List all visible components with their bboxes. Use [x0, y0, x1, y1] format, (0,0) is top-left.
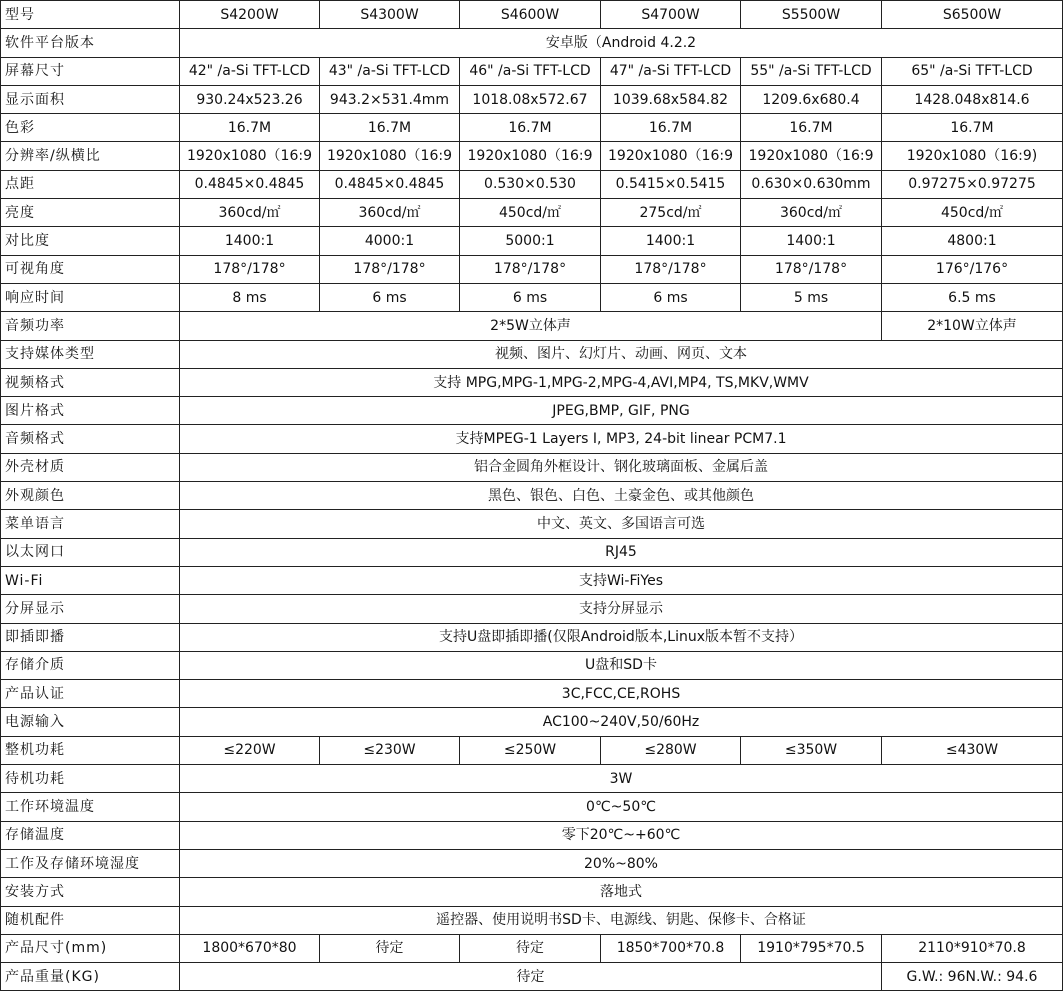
spec-value: 4000:1 — [320, 227, 460, 255]
spec-value: 待定 — [460, 934, 601, 962]
spec-row — [1, 595, 1063, 623]
model-cell: S4300W — [320, 1, 460, 29]
spec-label: 产品认证 — [1, 680, 180, 708]
spec-value: 275cd/㎡ — [601, 199, 741, 227]
spec-value: 5000:1 — [460, 227, 601, 255]
spec-row — [1, 425, 1063, 453]
spec-label: Wi-Fi — [1, 566, 180, 594]
spec-value: 视频、图片、幻灯片、动画、网页、文本 — [180, 340, 1063, 368]
model-cell: S6500W — [882, 1, 1063, 29]
spec-value: 0.5415×0.5415 — [601, 170, 741, 198]
spec-value: 16.7M — [320, 114, 460, 142]
spec-row — [1, 849, 1063, 877]
spec-value: 178°/178° — [180, 255, 320, 283]
spec-label: 存储温度 — [1, 821, 180, 849]
spec-table-body — [1, 1, 1063, 991]
spec-row — [1, 114, 1063, 142]
spec-value: 1018.08x572.67 — [460, 85, 601, 113]
spec-value: 1039.68x584.82 — [601, 85, 741, 113]
spec-value: 1920x1080（16:9 — [460, 142, 601, 170]
spec-value: 16.7M — [882, 114, 1063, 142]
spec-value: ≤230W — [320, 736, 460, 764]
spec-value: 0.530×0.530 — [460, 170, 601, 198]
spec-value: 1400:1 — [601, 227, 741, 255]
spec-label: 以太网口 — [1, 538, 180, 566]
spec-label: 分屏显示 — [1, 595, 180, 623]
spec-label: 分辨率/纵横比 — [1, 142, 180, 170]
spec-value: 450cd/㎡ — [460, 199, 601, 227]
model-cell: S4200W — [180, 1, 320, 29]
spec-value: 2*5W立体声 — [180, 312, 882, 340]
spec-row — [1, 199, 1063, 227]
spec-value: 1920x1080（16:9 — [741, 142, 882, 170]
spec-row — [1, 255, 1063, 283]
spec-value: 6 ms — [601, 283, 741, 311]
spec-label: 亮度 — [1, 199, 180, 227]
spec-value: 6 ms — [320, 283, 460, 311]
spec-row — [1, 680, 1063, 708]
spec-value: 360cd/㎡ — [741, 199, 882, 227]
spec-value: 支持MPEG-1 Layers I, MP3, 24-bit linear PCM7.1 — [180, 425, 1063, 453]
spec-row — [1, 906, 1063, 934]
spec-value: 8 ms — [180, 283, 320, 311]
spec-label: 工作环境温度 — [1, 793, 180, 821]
spec-row — [1, 482, 1063, 510]
spec-value: 1920x1080（16:9) — [882, 142, 1063, 170]
spec-value: 零下20℃~+60℃ — [180, 821, 1063, 849]
spec-value: 1400:1 — [741, 227, 882, 255]
spec-label: 工作及存储环境湿度 — [1, 849, 180, 877]
spec-value: 遥控器、使用说明书SD卡、电源线、钥匙、保修卡、合格证 — [180, 906, 1063, 934]
spec-row — [1, 170, 1063, 198]
spec-value: ≤250W — [460, 736, 601, 764]
spec-value: 0.97275×0.97275 — [882, 170, 1063, 198]
spec-value: 3W — [180, 765, 1063, 793]
spec-label: 软件平台版本 — [1, 29, 180, 57]
spec-value: 46" /a-Si TFT-LCD — [460, 57, 601, 85]
spec-value: 20%~80% — [180, 849, 1063, 877]
spec-value: 1400:1 — [180, 227, 320, 255]
spec-label: 可视角度 — [1, 255, 180, 283]
spec-value: 55" /a-Si TFT-LCD — [741, 57, 882, 85]
spec-value: 黑色、银色、白色、土豪金色、或其他颜色 — [180, 482, 1063, 510]
spec-label: 安装方式 — [1, 878, 180, 906]
spec-label: 产品重量(KG) — [1, 963, 180, 991]
spec-value: 178°/178° — [320, 255, 460, 283]
spec-value: 6 ms — [460, 283, 601, 311]
spec-label: 音频功率 — [1, 312, 180, 340]
spec-label: 支持媒体类型 — [1, 340, 180, 368]
spec-value: 1920x1080（16:9 — [320, 142, 460, 170]
spec-row — [1, 397, 1063, 425]
spec-label: 视频格式 — [1, 368, 180, 396]
spec-value: 16.7M — [180, 114, 320, 142]
spec-value: 0.630×0.630mm — [741, 170, 882, 198]
spec-value: G.W.: 96N.W.: 94.6 — [882, 963, 1063, 991]
spec-value: ≤280W — [601, 736, 741, 764]
spec-label: 外壳材质 — [1, 453, 180, 481]
spec-value: 178°/178° — [460, 255, 601, 283]
spec-value: 安卓版（Android 4.2.2 — [180, 29, 1063, 57]
spec-value: 360cd/㎡ — [320, 199, 460, 227]
spec-value: 5 ms — [741, 283, 882, 311]
model-cell: S4700W — [601, 1, 741, 29]
spec-value: 4800:1 — [882, 227, 1063, 255]
spec-row — [1, 651, 1063, 679]
spec-value: 2110*910*70.8 — [882, 934, 1063, 962]
spec-value: 3C,FCC,CE,ROHS — [180, 680, 1063, 708]
spec-row — [1, 793, 1063, 821]
spec-value: JPEG,BMP, GIF, PNG — [180, 397, 1063, 425]
spec-row — [1, 878, 1063, 906]
spec-value: 1850*700*70.8 — [601, 934, 741, 962]
spec-value: 65" /a-Si TFT-LCD — [882, 57, 1063, 85]
spec-label: 显示面积 — [1, 85, 180, 113]
spec-value: 1920x1080（16:9 — [601, 142, 741, 170]
spec-label: 屏幕尺寸 — [1, 57, 180, 85]
spec-value: 930.24x523.26 — [180, 85, 320, 113]
model-cell: S4600W — [460, 1, 601, 29]
spec-value: 1920x1080（16:9 — [180, 142, 320, 170]
spec-value: 0.4845×0.4845 — [180, 170, 320, 198]
spec-value: AC100~240V,50/60Hz — [180, 708, 1063, 736]
spec-label: 整机功耗 — [1, 736, 180, 764]
spec-value: 176°/176° — [882, 255, 1063, 283]
spec-value: 0.4845×0.4845 — [320, 170, 460, 198]
spec-value: 支持U盘即插即播(仅限Android版本,Linux版本暂不支持） — [180, 623, 1063, 651]
spec-row — [1, 934, 1063, 962]
spec-label: 即插即播 — [1, 623, 180, 651]
spec-row — [1, 708, 1063, 736]
spec-value: 16.7M — [460, 114, 601, 142]
spec-row — [1, 142, 1063, 170]
spec-value: 16.7M — [741, 114, 882, 142]
spec-value: 支持 MPG,MPG-1,MPG-2,MPG-4,AVI,MP4, TS,MKV,WMV — [180, 368, 1063, 396]
spec-row — [1, 538, 1063, 566]
spec-label: 待机功耗 — [1, 765, 180, 793]
spec-value: ≤350W — [741, 736, 882, 764]
spec-row — [1, 368, 1063, 396]
spec-value: 支持分屏显示 — [180, 595, 1063, 623]
spec-value: 待定 — [180, 963, 882, 991]
spec-value: 铝合金圆角外框设计、钢化玻璃面板、金属后盖 — [180, 453, 1063, 481]
spec-row — [1, 227, 1063, 255]
spec-label: 电源输入 — [1, 708, 180, 736]
spec-label: 对比度 — [1, 227, 180, 255]
spec-value: ≤430W — [882, 736, 1063, 764]
header-label: 型号 — [1, 1, 180, 29]
spec-value: 16.7M — [601, 114, 741, 142]
spec-value: 1800*670*80 — [180, 934, 320, 962]
spec-value: 1209.6x680.4 — [741, 85, 882, 113]
spec-label: 音频格式 — [1, 425, 180, 453]
spec-value: 178°/178° — [741, 255, 882, 283]
spec-row — [1, 566, 1063, 594]
spec-value: 360cd/㎡ — [180, 199, 320, 227]
spec-value: 43" /a-Si TFT-LCD — [320, 57, 460, 85]
spec-label: 图片格式 — [1, 397, 180, 425]
spec-row — [1, 340, 1063, 368]
spec-row — [1, 453, 1063, 481]
spec-label: 菜单语言 — [1, 510, 180, 538]
spec-row — [1, 29, 1063, 57]
spec-label: 点距 — [1, 170, 180, 198]
spec-value: 0℃~50℃ — [180, 793, 1063, 821]
spec-value: 450cd/㎡ — [882, 199, 1063, 227]
spec-label: 色彩 — [1, 114, 180, 142]
spec-value: 178°/178° — [601, 255, 741, 283]
spec-value: 943.2×531.4mm — [320, 85, 460, 113]
spec-row — [1, 510, 1063, 538]
spec-row — [1, 85, 1063, 113]
spec-value: 落地式 — [180, 878, 1063, 906]
spec-value: 42" /a-Si TFT-LCD — [180, 57, 320, 85]
spec-label: 随机配件 — [1, 906, 180, 934]
spec-row — [1, 312, 1063, 340]
spec-label: 产品尺寸(mm) — [1, 934, 180, 962]
spec-label: 外观颜色 — [1, 482, 180, 510]
spec-row — [1, 765, 1063, 793]
spec-value: 中文、英文、多国语言可选 — [180, 510, 1063, 538]
spec-value: 6.5 ms — [882, 283, 1063, 311]
spec-value: U盘和SD卡 — [180, 651, 1063, 679]
spec-label: 存储介质 — [1, 651, 180, 679]
spec-row — [1, 57, 1063, 85]
spec-label: 响应时间 — [1, 283, 180, 311]
spec-value: 47" /a-Si TFT-LCD — [601, 57, 741, 85]
spec-row — [1, 821, 1063, 849]
spec-row — [1, 963, 1063, 991]
spec-row — [1, 623, 1063, 651]
spec-row — [1, 283, 1063, 311]
spec-row — [1, 736, 1063, 764]
spec-value: 支持Wi-FiYes — [180, 566, 1063, 594]
spec-value: 2*10W立体声 — [882, 312, 1063, 340]
header-row — [1, 1, 1063, 29]
spec-value: RJ45 — [180, 538, 1063, 566]
spec-value: ≤220W — [180, 736, 320, 764]
model-cell: S5500W — [741, 1, 882, 29]
spec-value: 待定 — [320, 934, 460, 962]
spec-value: 1910*795*70.5 — [741, 934, 882, 962]
spec-value: 1428.048x814.6 — [882, 85, 1063, 113]
